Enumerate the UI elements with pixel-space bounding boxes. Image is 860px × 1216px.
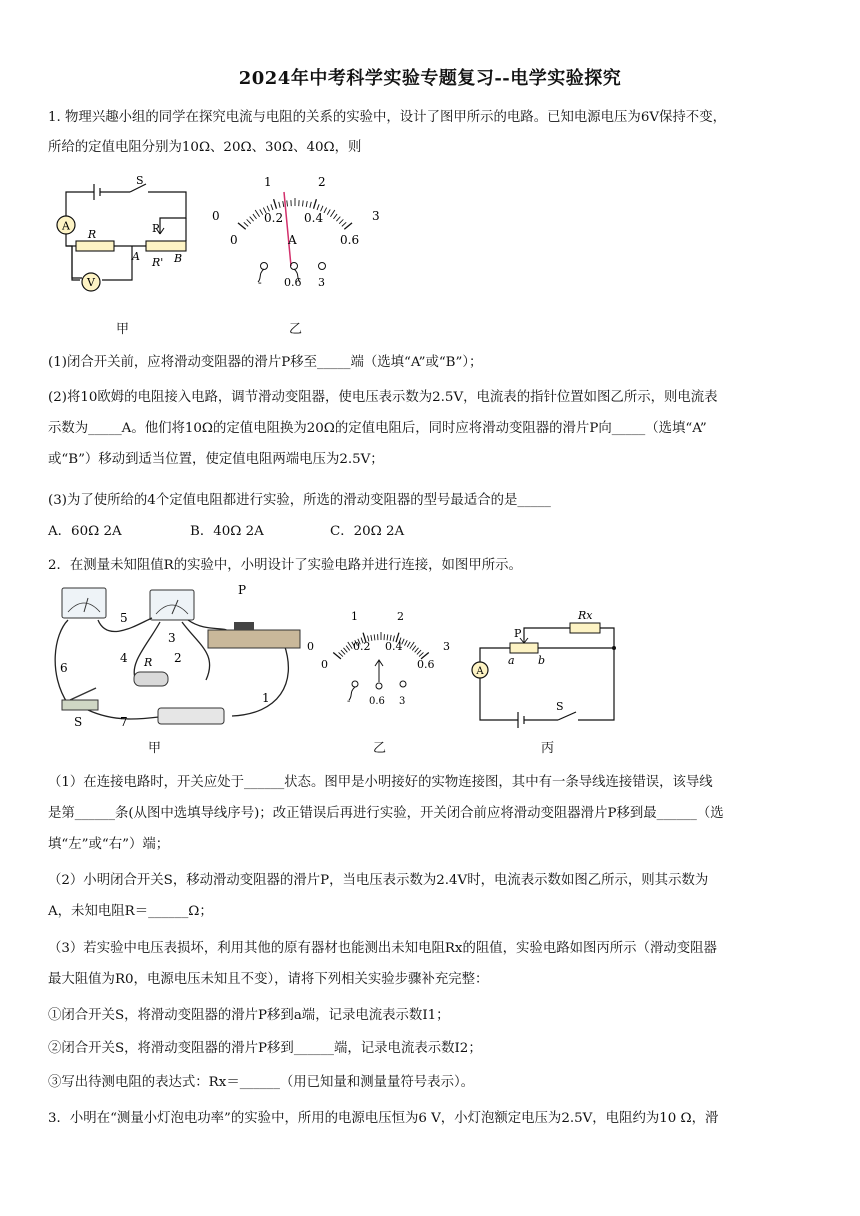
dial-tick bbox=[346, 646, 350, 651]
dial-tick bbox=[250, 217, 254, 222]
dial-tick bbox=[333, 214, 337, 219]
q1-option-b: B．40Ω 2A bbox=[190, 524, 264, 539]
svg-text:5: 5 bbox=[120, 611, 128, 625]
svg-text:R: R bbox=[87, 228, 97, 241]
dial-tick bbox=[412, 646, 416, 651]
svg-text:0.2: 0.2 bbox=[353, 640, 371, 653]
svg-text:6: 6 bbox=[60, 661, 68, 675]
dial-tick bbox=[407, 642, 410, 647]
svg-text:a: a bbox=[508, 654, 515, 667]
svg-text:4: 4 bbox=[120, 651, 128, 665]
q2-part3-line1: （3）若实验中电压表损坏，利用其他的原有器材也能测出未知电阻Rx的阻值，实验电路如图丙所示（滑动变阻器 bbox=[48, 941, 717, 956]
svg-text:0: 0 bbox=[321, 658, 328, 671]
dial-ticks bbox=[238, 198, 352, 229]
svg-text:0.6: 0.6 bbox=[284, 276, 302, 289]
q2-step1: ①闭合开关S，将滑动变阻器的滑片P移到a端，记录电流表示数I1； bbox=[48, 1008, 450, 1023]
page-title: 2024年中考科学实验专题复习--电学实验探究 bbox=[238, 68, 622, 89]
svg-text:A: A bbox=[288, 233, 297, 247]
svg-text:1: 1 bbox=[262, 691, 270, 705]
svg-text:0.2: 0.2 bbox=[264, 211, 284, 225]
q2-part3-line2: 最大阻值为R0，电源电压未知且不变），请将下列相关实验步骤补充完整： bbox=[48, 972, 489, 987]
resistor-icon bbox=[76, 241, 114, 251]
dial-tick bbox=[274, 199, 277, 209]
dial-tick bbox=[344, 223, 352, 229]
q2-wiring-figure bbox=[48, 584, 308, 734]
q1-option-c: C．20Ω 2A bbox=[330, 524, 405, 539]
dial-tick bbox=[279, 202, 280, 208]
svg-text:b: b bbox=[538, 654, 546, 667]
svg-text:3: 3 bbox=[443, 640, 450, 653]
dial-tick bbox=[419, 652, 423, 656]
dial-tick bbox=[374, 634, 375, 640]
q1-ammeter-dial bbox=[200, 170, 390, 296]
svg-text:-: - bbox=[347, 696, 351, 707]
svg-text:-: - bbox=[258, 276, 262, 289]
battery-icon bbox=[158, 708, 224, 724]
svg-text:0.6: 0.6 bbox=[340, 233, 360, 247]
dial-tick bbox=[287, 200, 288, 206]
q1-part1: (1)闭合开关前，应将滑动变阻器的滑片P移至_____端（选填“A”或“B”）； bbox=[48, 355, 483, 370]
rheostat-icon bbox=[208, 630, 300, 648]
svg-text:2: 2 bbox=[397, 610, 404, 623]
q2-ammeter-dial bbox=[303, 608, 463, 708]
q2-part2-line1: （2）小明闭合开关S，移动滑动变阻器的滑片P，当电压表示数为2.4V时，电流表示数如图乙所示，则其示数为 bbox=[48, 873, 709, 888]
svg-text:A: A bbox=[62, 219, 70, 233]
q2-part2-line2: A，未知电阻R＝______Ω； bbox=[48, 904, 213, 919]
q1-caption-b: 乙 bbox=[289, 322, 303, 337]
dial-tick bbox=[260, 210, 263, 215]
svg-text:P: P bbox=[152, 222, 160, 235]
svg-text:0.4: 0.4 bbox=[304, 211, 324, 225]
q2-stem: 2．在测量未知阻值R的实验中，小明设计了实验电路并进行连接，如图甲所示。 bbox=[48, 558, 522, 573]
q2-step2: ②闭合开关S，将滑动变阻器的滑片P移到______端，记录电流表示数I2； bbox=[48, 1041, 482, 1056]
q1-stem-line1: 1. 物理兴趣小组的同学在探究电流与电阻的关系的实验中，设计了图甲所示的电路。已知电源电压为6V保持不变， bbox=[48, 110, 726, 125]
svg-text:3: 3 bbox=[372, 209, 380, 223]
dial-tick bbox=[283, 201, 284, 207]
svg-text:B: B bbox=[174, 252, 183, 265]
q1-circuit-figure bbox=[48, 170, 208, 300]
q2-caption-c: 丙 bbox=[541, 741, 555, 756]
svg-text:R: R bbox=[144, 656, 153, 669]
svg-text:3: 3 bbox=[168, 631, 176, 645]
svg-text:0.4: 0.4 bbox=[385, 640, 403, 653]
svg-text:3: 3 bbox=[318, 276, 325, 289]
dial-tick bbox=[339, 652, 343, 656]
dial-tick bbox=[405, 640, 408, 645]
svg-text:S: S bbox=[556, 700, 564, 713]
svg-text:V: V bbox=[87, 276, 95, 289]
dial-tick bbox=[343, 648, 347, 653]
q2-part1-line2: 是第______条(从图中选填导线序号)；改正错误后再进行实验，开关闭合前应将滑动变阻器滑片P移到最______（选 bbox=[48, 806, 724, 821]
dial-tick bbox=[415, 648, 419, 653]
q1-part2-line1: (2)将10欧姆的电阻接入电路，调节滑动变阻器，使电压表示数为2.5V，电流表的指针位置如图乙所示，则电流表 bbox=[48, 390, 718, 405]
dial-ticks bbox=[333, 632, 429, 659]
q1-part3: (3)为了使所给的4个定值电阻都进行实验，所选的滑动变阻器的型号最适合的是_____ bbox=[48, 493, 551, 508]
q1-part2-line2: 示数为_____A。他们将10Ω的定值电阻换为20Ω的定值电阻后，同时应将滑动变阻器的滑片P向_____（选填“A” bbox=[48, 421, 707, 436]
dial-tick bbox=[255, 210, 259, 217]
dial-tick bbox=[336, 217, 340, 222]
dial-tick bbox=[302, 200, 303, 206]
svg-text:1: 1 bbox=[264, 175, 272, 189]
dial-tick bbox=[330, 210, 334, 217]
q2-step3: ③写出待测电阻的表达式：Rx＝______（用已知量和测量量符号表示）。 bbox=[48, 1075, 475, 1090]
rheostat-icon bbox=[146, 241, 186, 251]
dial-tick bbox=[348, 642, 352, 649]
svg-text:0: 0 bbox=[307, 640, 314, 653]
svg-text:2: 2 bbox=[174, 651, 182, 665]
svg-text:3: 3 bbox=[399, 696, 406, 707]
rx-resistor-icon bbox=[570, 623, 600, 633]
svg-text:0.6: 0.6 bbox=[417, 658, 435, 671]
dial-tick bbox=[371, 635, 372, 641]
svg-text:0: 0 bbox=[230, 233, 238, 247]
q2-caption-a: 甲 bbox=[148, 741, 162, 756]
q2-circuit-figure bbox=[460, 600, 625, 730]
dial-tick bbox=[247, 219, 251, 223]
dial-tick bbox=[253, 214, 257, 219]
q2-caption-b: 乙 bbox=[373, 741, 387, 756]
dial-tick bbox=[317, 204, 319, 210]
svg-text:A: A bbox=[132, 250, 140, 263]
svg-text:R': R' bbox=[152, 256, 164, 269]
dial-tick bbox=[313, 199, 316, 209]
svg-text:0.6: 0.6 bbox=[369, 696, 385, 707]
dial-tick bbox=[310, 202, 311, 208]
dial-tick bbox=[327, 210, 330, 215]
svg-text:S: S bbox=[136, 174, 144, 187]
q1-part2-line3: 或“B”）移动到适当位置，使定值电阻两端电压为2.5V； bbox=[48, 452, 384, 467]
svg-text:0: 0 bbox=[212, 209, 220, 223]
q2-part1-line1: （1）在连接电路时，开关应处于______状态。图甲是小明接好的实物连接图，其中有一条导线连接错误，该导线 bbox=[48, 775, 713, 790]
svg-text:1: 1 bbox=[351, 610, 358, 623]
dial-tick bbox=[410, 642, 414, 649]
svg-text:Rx: Rx bbox=[578, 609, 593, 622]
dial-tick bbox=[341, 650, 345, 654]
svg-text:2: 2 bbox=[318, 175, 326, 189]
q2-part1-line3: 填“左”或“右”）端； bbox=[48, 837, 170, 852]
dial-tick bbox=[271, 204, 273, 210]
dial-tick bbox=[324, 208, 327, 213]
switch-icon bbox=[62, 700, 98, 710]
q1-option-a: A．60Ω 2A bbox=[48, 524, 122, 539]
dial-tick bbox=[339, 219, 343, 223]
q1-caption-a: 甲 bbox=[116, 322, 130, 337]
dial-tick bbox=[244, 222, 248, 226]
dial-tick bbox=[417, 650, 421, 654]
svg-text:P: P bbox=[514, 627, 522, 640]
q3-stem: 3．小明在“测量小灯泡电功率”的实验中，所用的电源电压恒为6 V，小灯泡额定电压为2.5V，电阻约为10 Ω，滑 bbox=[48, 1111, 719, 1126]
dial-tick bbox=[306, 201, 307, 207]
q1-stem-line2: 所给的定值电阻分别为10Ω、20Ω、30Ω、40Ω，则 bbox=[48, 140, 362, 155]
svg-text:7: 7 bbox=[120, 715, 128, 729]
rheostat-icon bbox=[510, 643, 538, 653]
dial-tick bbox=[238, 223, 246, 229]
svg-text:P: P bbox=[238, 584, 247, 597]
resistor-icon bbox=[134, 672, 168, 686]
dial-tick bbox=[342, 222, 346, 226]
svg-text:S: S bbox=[74, 715, 83, 729]
svg-text:A: A bbox=[476, 666, 484, 677]
